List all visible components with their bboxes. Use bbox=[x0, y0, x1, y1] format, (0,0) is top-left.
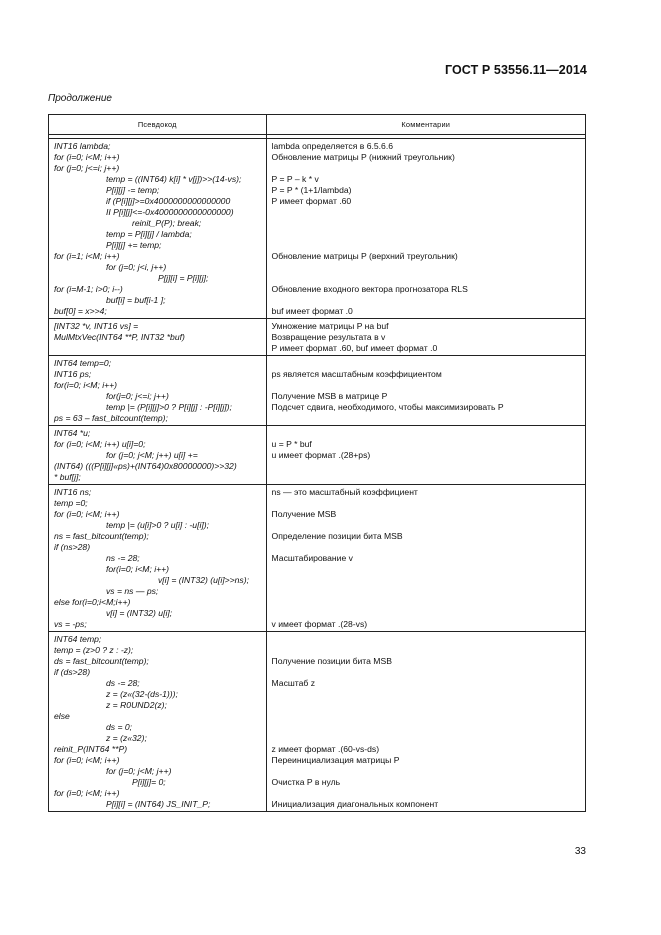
comment-line: Обновление матрицы P (верхний треугольник) bbox=[271, 251, 458, 261]
comment-line bbox=[272, 575, 582, 586]
code-line: P[i][i] = (INT64) JS_INIT_P; bbox=[106, 799, 211, 809]
code-line: ds = 0; bbox=[106, 722, 133, 732]
comment-line: Обновление матрицы P (нижний треугольник) bbox=[271, 152, 455, 162]
comment-line: u = P * buf bbox=[271, 439, 312, 449]
comment-line bbox=[272, 564, 582, 575]
table-row bbox=[49, 356, 586, 426]
column-header-pseudocode: Псевдокод bbox=[49, 115, 267, 135]
comment-line bbox=[272, 634, 582, 645]
code-line: else for(i=0;i<M;i++) bbox=[54, 597, 131, 607]
comment-line bbox=[272, 766, 582, 777]
code-line: ds -= 28; bbox=[106, 678, 140, 688]
comment-line bbox=[272, 689, 582, 700]
code-line: for (j=0; j<=i; j++) bbox=[54, 163, 120, 173]
code-line: for (i=0; i<M; i++) bbox=[54, 755, 120, 765]
code-line: II P[i][j]<=-0x4000000000000000) bbox=[106, 207, 234, 217]
comment-line bbox=[272, 472, 582, 483]
table-header-row bbox=[49, 115, 586, 135]
code-line: vs = ns — ps; bbox=[106, 586, 159, 596]
comment-line bbox=[272, 733, 582, 744]
code-line: z = (z«32); bbox=[106, 733, 147, 743]
code-line: vs = -ps; bbox=[54, 619, 87, 629]
comment-line: ps является масштабным коэффициентом bbox=[271, 369, 442, 379]
table-body bbox=[49, 139, 586, 812]
code-line: buf[i] = buf[i-1 ]; bbox=[106, 295, 166, 305]
code-line: v[i] = (INT32) u[i]; bbox=[106, 608, 173, 618]
comment-line bbox=[272, 520, 582, 531]
comment-line bbox=[272, 428, 582, 439]
code-line: if (P[i][j]>=0x4000000000000000 bbox=[106, 196, 231, 206]
comment-line: P = P – k * v bbox=[271, 174, 319, 184]
comment-line: Масштаб z bbox=[271, 678, 315, 688]
comment-cell bbox=[266, 485, 585, 632]
code-line: for (i=0; i<M; i++) bbox=[54, 152, 120, 162]
code-line: for (j=0; j<M; j++) u[i] += bbox=[106, 450, 198, 460]
code-line: temp = P[i][j] / lambda; bbox=[106, 229, 192, 239]
comment-line: lambda определяется в 6.5.6.6 bbox=[271, 141, 394, 151]
code-line: for (i=1; i<M; i++) bbox=[54, 251, 120, 261]
comment-line bbox=[272, 586, 582, 597]
code-line: reinit_P(INT64 **P) bbox=[54, 744, 128, 754]
comment-line bbox=[272, 262, 582, 273]
table-row bbox=[49, 319, 586, 356]
code-line: for(i=0; i<M; i++) bbox=[54, 380, 118, 390]
comment-line: Обновление входного вектора прогнозатора RLS bbox=[271, 284, 468, 294]
pseudocode-cell bbox=[49, 319, 267, 356]
code-line: INT64 *u; bbox=[54, 428, 91, 438]
comment-line bbox=[272, 722, 582, 733]
code-line: for(i=0; i<M; i++) bbox=[106, 564, 170, 574]
comment-cell bbox=[266, 139, 585, 319]
comment-line: Подсчет сдвига, необходимого, чтобы максимизировать P bbox=[271, 402, 504, 412]
pseudocode-cell bbox=[49, 356, 267, 426]
code-line: temp = ((INT64) k[i] * v[j])>>(14-vs); bbox=[106, 174, 242, 184]
code-line: INT16 ns; bbox=[54, 487, 92, 497]
comment-line: Очистка P в нуль bbox=[271, 777, 341, 787]
comment-line: v имеет формат .(28-vs) bbox=[271, 619, 368, 629]
comment-line bbox=[272, 273, 582, 284]
comment-line bbox=[272, 295, 582, 306]
standard-header: ГОСТ Р 53556.11—2014 bbox=[444, 63, 587, 77]
code-line: if (ds>28) bbox=[54, 667, 91, 677]
table-row bbox=[49, 426, 586, 485]
comment-line: Инициализация диагональных компонент bbox=[271, 799, 439, 809]
comment-line bbox=[272, 711, 582, 722]
code-line: INT16 lambda; bbox=[54, 141, 111, 151]
code-line: temp = (z>0 ? z : -z); bbox=[54, 645, 134, 655]
table-row bbox=[49, 139, 586, 319]
comment-line bbox=[272, 380, 582, 391]
comment-line: ns — это масштабный коэффициент bbox=[271, 487, 418, 497]
comment-line: Получение позиции бита MSB bbox=[271, 656, 392, 666]
comment-line: Умножение матрицы P на buf bbox=[271, 321, 389, 331]
comment-cell bbox=[266, 319, 585, 356]
code-line: temp |= (P[i][j]>0 ? P[i][j] : -P[i][j]); bbox=[106, 402, 232, 412]
comment-line: Возвращение результата в v bbox=[271, 332, 386, 342]
code-line: for (i=M-1; i>0; i--) bbox=[54, 284, 123, 294]
comment-line bbox=[272, 542, 582, 553]
comment-line: P имеет формат .60 bbox=[271, 196, 352, 206]
code-line: ns = fast_bitcount(temp); bbox=[54, 531, 149, 541]
code-line: else bbox=[54, 711, 70, 721]
code-line: INT64 temp=0; bbox=[54, 358, 112, 368]
comment-line: P = P * (1+1/lambda) bbox=[271, 185, 352, 195]
pseudocode-cell bbox=[49, 632, 267, 812]
comment-line bbox=[272, 788, 582, 799]
comment-line: u имеет формат .(28+ps) bbox=[271, 450, 371, 460]
comment-line bbox=[272, 163, 582, 174]
code-line: P[i][j] -= temp; bbox=[106, 185, 160, 195]
comment-line bbox=[272, 240, 582, 251]
comment-line: Масштабирование v bbox=[271, 553, 353, 563]
code-line: [INT32 *v, INT16 vs] = bbox=[54, 321, 139, 331]
comment-line bbox=[272, 498, 582, 509]
comment-line: Переинициализация матрицы P bbox=[271, 755, 400, 765]
comment-cell bbox=[266, 426, 585, 485]
code-line: reinit_P(P); break; bbox=[132, 218, 202, 228]
code-line: ns -= 28; bbox=[106, 553, 140, 563]
comment-line: Получение MSB bbox=[271, 509, 337, 519]
comment-line: Получение MSB в матрице P bbox=[271, 391, 388, 401]
comment-line bbox=[272, 597, 582, 608]
column-header-comments: Комментарии bbox=[266, 115, 585, 135]
code-line: z = (z«(32-(ds-1))); bbox=[106, 689, 178, 699]
comment-line bbox=[272, 413, 582, 424]
code-line: for (i=0; i<M; i++) bbox=[54, 788, 120, 798]
code-line: buf[0] = x>>4; bbox=[54, 306, 107, 316]
pseudocode-table bbox=[48, 114, 586, 812]
code-line: ds = fast_bitcount(temp); bbox=[54, 656, 149, 666]
code-line: temp =0; bbox=[54, 498, 88, 508]
code-line: for (i=0; i<M; i++) bbox=[54, 509, 120, 519]
code-line: for (j=0; j<i, j++) bbox=[106, 262, 167, 272]
table-row bbox=[49, 485, 586, 632]
comment-line bbox=[272, 608, 582, 619]
comment-line bbox=[272, 218, 582, 229]
comment-line bbox=[272, 645, 582, 656]
comment-line bbox=[272, 667, 582, 678]
pseudocode-cell bbox=[49, 139, 267, 319]
pseudocode-cell bbox=[49, 426, 267, 485]
comment-cell bbox=[266, 632, 585, 812]
comment-line bbox=[272, 229, 582, 240]
code-line: z = R0UND2(z); bbox=[106, 700, 167, 710]
code-line: P[i][j]= 0; bbox=[132, 777, 166, 787]
continuation-label: Продолжение bbox=[48, 93, 112, 104]
comment-line: buf имеет формат .0 bbox=[271, 306, 353, 316]
comment-line: z имеет формат .(60-vs-ds) bbox=[271, 744, 380, 754]
code-line: v[i] = (INT32) (u[i]>>ns); bbox=[158, 575, 249, 585]
page-number: 33 bbox=[574, 846, 586, 857]
code-line: for(j=0; j<=i; j++) bbox=[106, 391, 169, 401]
code-line: * buf[j]; bbox=[54, 472, 81, 482]
code-line: temp |= (u[i]>0 ? u[i] : -u[i]); bbox=[106, 520, 210, 530]
comment-line bbox=[272, 461, 582, 472]
pseudocode-cell bbox=[49, 485, 267, 632]
comment-line: Определение позиции бита MSB bbox=[271, 531, 403, 541]
comment-cell bbox=[266, 356, 585, 426]
code-line: P[i][j] += temp; bbox=[106, 240, 162, 250]
code-line: MulMtxVec(INT64 **P, INT32 *buf) bbox=[54, 332, 185, 342]
code-line: ps = 63 – fast_bitcount(temp); bbox=[54, 413, 168, 423]
comment-line bbox=[272, 207, 582, 218]
code-line: if (ns>28) bbox=[54, 542, 91, 552]
table-row bbox=[49, 632, 586, 812]
code-line: for (i=0; i<M; i++) u[i]=0; bbox=[54, 439, 146, 449]
code-line: (INT64) (((P[i][j]«ps)+(INT64)0x80000000)>>32) bbox=[54, 461, 237, 471]
code-line: INT64 temp; bbox=[54, 634, 102, 644]
code-line: for (j=0; j<M; j++) bbox=[106, 766, 172, 776]
comment-line bbox=[272, 358, 582, 369]
comment-line: P имеет формат .60, buf имеет формат .0 bbox=[271, 343, 438, 353]
comment-line bbox=[272, 700, 582, 711]
code-line: INT16 ps; bbox=[54, 369, 92, 379]
code-line: P[j][i] = P[i][j]; bbox=[158, 273, 209, 283]
